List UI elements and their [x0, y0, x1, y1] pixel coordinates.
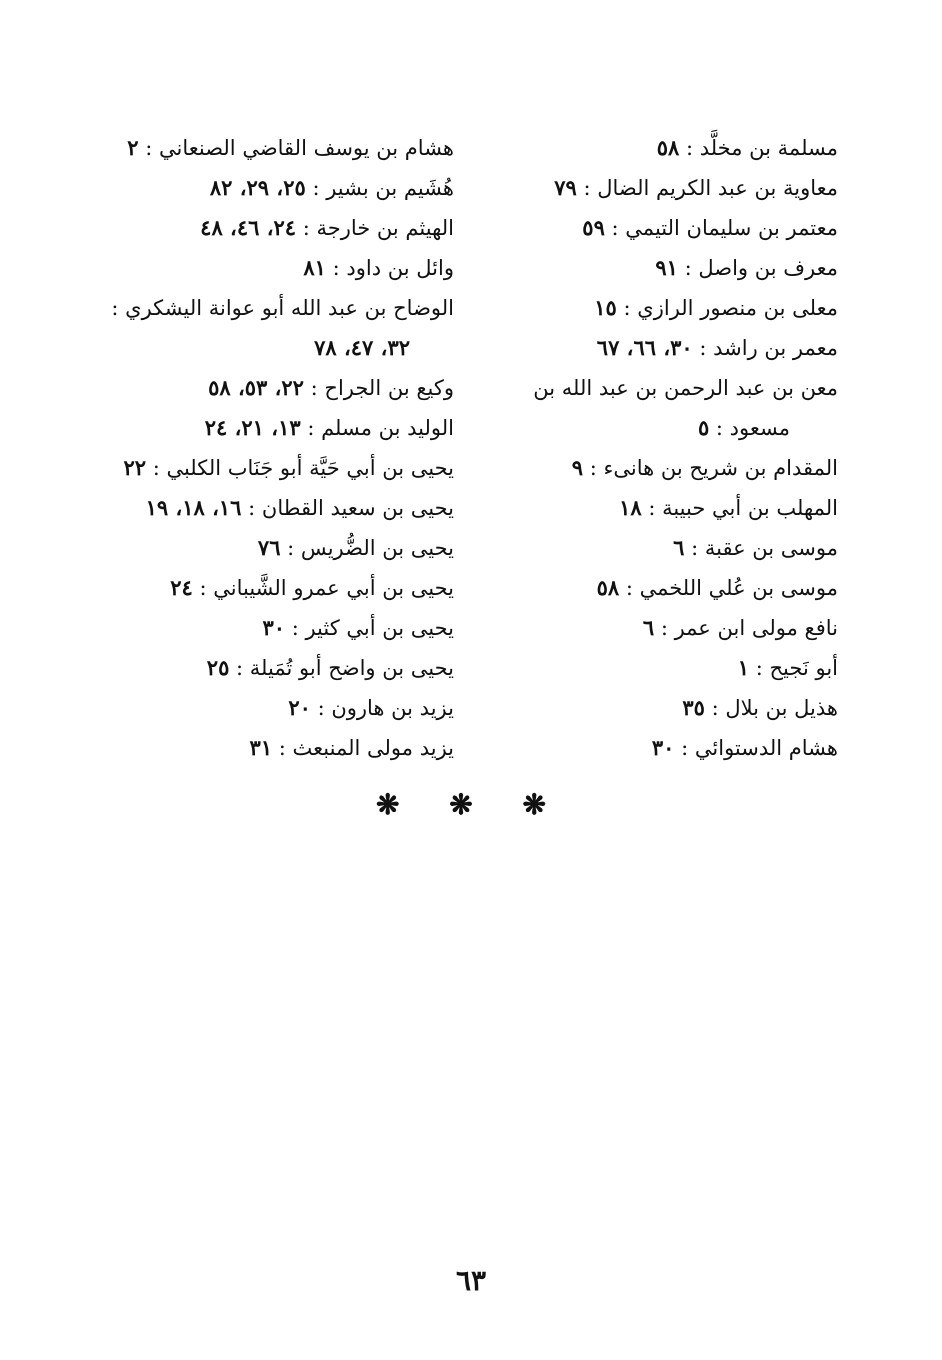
entry-refs: ١٣، ٢١، ٢٤	[204, 415, 301, 440]
index-entry	[84, 368, 454, 408]
index-entry	[84, 288, 454, 328]
entry-refs: ٧٩	[554, 175, 577, 200]
index-entry	[478, 528, 838, 568]
index-entry	[84, 648, 454, 688]
entry-refs: ٢٠	[288, 695, 311, 720]
entry-name: الوليد بن مسلم :	[307, 416, 454, 440]
entry-refs: ٥٨	[596, 575, 620, 600]
entry-refs: ٢٤، ٤٦، ٤٨	[200, 215, 297, 240]
entry-refs: ٩	[571, 455, 584, 480]
entry-name: الهيثم بن خارجة :	[302, 216, 454, 240]
index-entry	[84, 608, 454, 648]
entry-refs: ٢٤	[170, 575, 193, 600]
index-column-left	[84, 128, 454, 768]
entry-refs: ٥٨	[656, 135, 680, 160]
entry-name: موسى بن عُلي اللخمي :	[625, 576, 838, 600]
entry-refs: ٥٩	[582, 215, 605, 240]
entry-name: مسعود :	[715, 416, 790, 440]
index-entry	[84, 568, 454, 608]
entry-name: المقدام بن شريح بن هانىء :	[589, 456, 838, 480]
entry-name: يحيى بن سعيد القطان :	[248, 496, 454, 520]
entry-name: معاوية بن عبد الكريم الضال :	[583, 176, 838, 200]
section-separator: ❋ ❋ ❋	[376, 788, 566, 821]
entry-name: معن بن عبد الرحمن بن عبد الله بن	[533, 376, 838, 400]
entry-refs: ١٥	[594, 295, 617, 320]
entry-refs: ٥	[697, 415, 710, 440]
index-column-right	[478, 128, 838, 768]
entry-name: يزيد مولى المنبعث :	[278, 736, 454, 760]
entry-refs: ١	[737, 655, 750, 680]
entry-refs: ٧٦	[257, 535, 281, 560]
index-entry	[84, 128, 454, 168]
entry-refs: ١٨	[619, 495, 642, 520]
index-entry	[478, 208, 838, 248]
entry-name: يحيى بن واضح أبو تُمَيلة :	[236, 656, 454, 680]
entry-refs: ٦	[673, 535, 685, 560]
index-entry	[84, 408, 454, 448]
entry-refs: ٩١	[655, 255, 678, 280]
entry-refs: ٦	[642, 615, 655, 640]
entry-refs: ٢٥، ٢٩، ٨٢	[209, 175, 306, 200]
entry-name: معمر بن راشد :	[699, 336, 838, 360]
index-entry	[478, 568, 838, 608]
index-entry	[478, 648, 838, 688]
index-entry-continuation	[84, 328, 454, 368]
entry-name: هشام الدستوائي :	[681, 736, 838, 760]
entry-name: موسى بن عقبة :	[691, 536, 838, 560]
index-entry	[84, 248, 454, 288]
index-entry	[478, 128, 838, 168]
entry-name: نافع مولى ابن عمر :	[660, 616, 838, 640]
index-entry-continuation	[478, 408, 838, 448]
entry-refs: ٢	[127, 135, 139, 160]
entry-refs: ٢٢	[123, 455, 147, 480]
entry-refs: ٣١	[249, 735, 273, 760]
entry-refs: ٨١	[303, 255, 326, 280]
entry-refs: ٣٠، ٦٦، ٦٧	[596, 335, 693, 360]
entry-refs: ٢٢، ٥٣، ٥٨	[208, 375, 304, 400]
entry-name: يحيى بن أبي حَيَّة أبو جَنَاب الكلبي :	[152, 456, 454, 480]
index-entry	[478, 488, 838, 528]
entry-refs: ٣٥	[682, 695, 705, 720]
entry-name: أبو نَجيح :	[755, 656, 838, 680]
index-entry	[84, 168, 454, 208]
index-entry	[478, 168, 838, 208]
entry-name: يحيى بن الضُّريس :	[287, 536, 454, 560]
index-entry	[478, 608, 838, 648]
entry-name: يحيى بن أبي عمرو الشَّيباني :	[199, 576, 454, 600]
entry-name: معتمر بن سليمان التيمي :	[611, 216, 838, 240]
entry-name: معلى بن منصور الرازي :	[623, 296, 838, 320]
entry-refs: ٣٢، ٤٧، ٧٨	[314, 335, 410, 360]
entry-name: معرف بن واصل :	[684, 256, 838, 280]
index-entry	[84, 728, 454, 768]
index-entry	[478, 248, 838, 288]
index-entry	[478, 368, 838, 408]
index-entry	[478, 328, 838, 368]
index-entry	[84, 528, 454, 568]
entry-name: الوضاح بن عبد الله أبو عوانة اليشكري :	[111, 296, 454, 320]
index-entry	[478, 288, 838, 328]
entry-refs: ٢٥	[206, 655, 230, 680]
entry-refs: ٣٠	[651, 735, 675, 760]
index-entry	[84, 488, 454, 528]
entry-refs: ١٦، ١٨، ١٩	[145, 495, 242, 520]
index-entry	[84, 208, 454, 248]
entry-name: مسلمة بن مخلَّد :	[685, 136, 838, 160]
index-entry	[478, 728, 838, 768]
entry-name: يزيد بن هارون :	[317, 696, 454, 720]
entry-name: وائل بن داود :	[332, 256, 454, 280]
index-entry	[84, 448, 454, 488]
entry-name: هذيل بن بلال :	[711, 696, 838, 720]
page-number: ٦٣	[455, 1264, 487, 1297]
entry-name: يحيى بن أبي كثير :	[291, 616, 454, 640]
entry-name: هشام بن يوسف القاضي الصنعاني :	[145, 136, 454, 160]
index-entry	[84, 688, 454, 728]
entry-name: وكيع بن الجراح :	[310, 376, 454, 400]
entry-name: هُشَيم بن بشير :	[312, 176, 454, 200]
index-entry	[478, 688, 838, 728]
index-entry	[478, 448, 838, 488]
entry-name: المهلب بن أبي حبيبة :	[648, 496, 838, 520]
entry-refs: ٣٠	[262, 615, 286, 640]
